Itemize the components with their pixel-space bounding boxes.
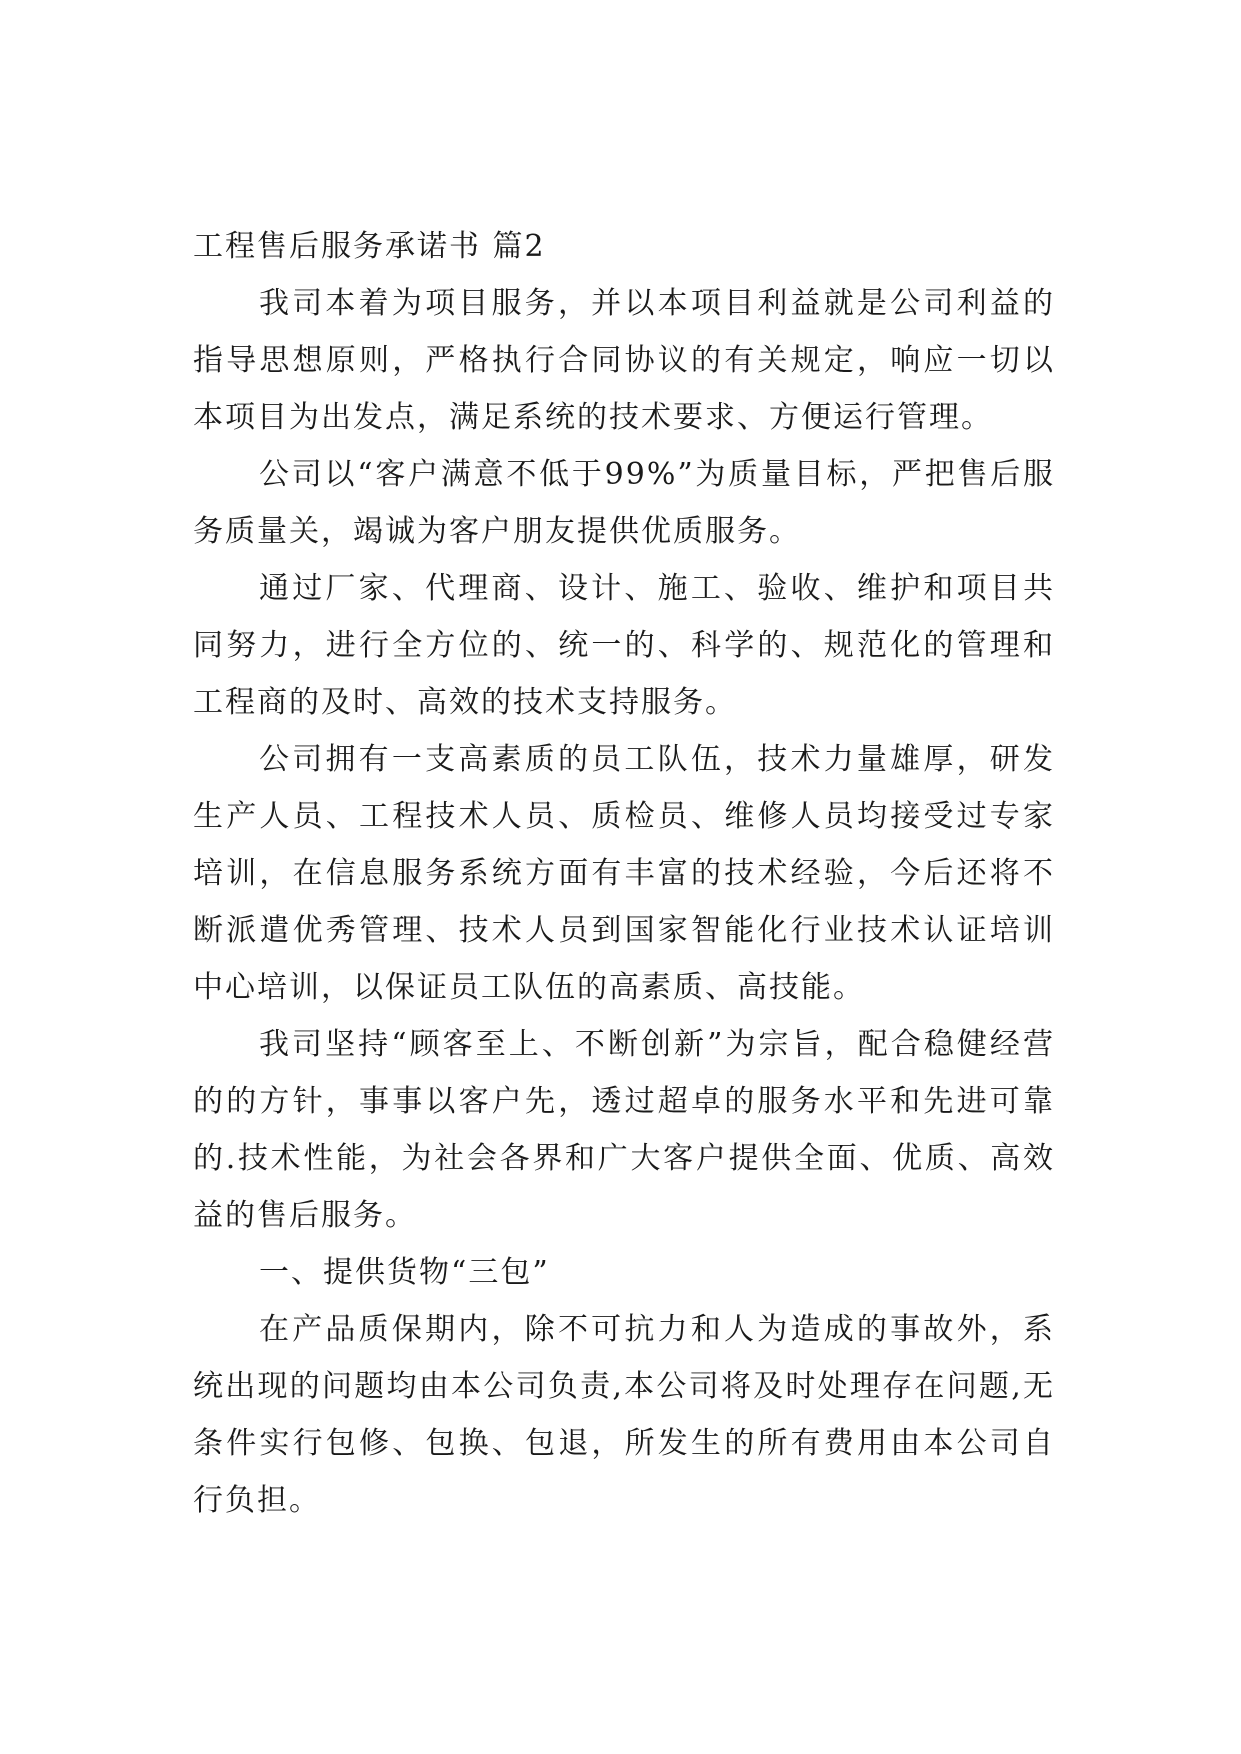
paragraph-warranty: 在产品质保期内，除不可抗力和人为造成的事故外，系统出现的问题均由本公司负责,本公司将及时处理存在问题,无条件实行包修、包换、包退，所发生的所有费用由本公司自行负担。 bbox=[193, 1312, 1055, 1518]
section-heading-three-guarantees: 一、提供货物“三包” bbox=[259, 1255, 550, 1290]
paragraph-cooperation: 通过厂家、代理商、设计、施工、验收、维护和项目共同努力，进行全方位的、统一的、科学的、规范化的管理和工程商的及时、高效的技术支持服务。 bbox=[193, 571, 1055, 720]
document-body bbox=[193, 218, 1055, 1529]
paragraph-service-principle: 我司本着为项目服务，并以本项目利益就是公司利益的指导思想原则，严格执行合同协议的有关规定，响应一切以本项目为出发点，满足系统的技术要求、方便运行管理。 bbox=[193, 286, 1055, 435]
paragraph-staff: 公司拥有一支高素质的员工队伍，技术力量雄厚，研发生产人员、工程技术人员、质检员、维修人员均接受过专家培训，在信息服务系统方面有丰富的技术经验，今后还将不断派遣优秀管理、技术人员到国家智能化行业技术认证培训中心培训，以保证员工队伍的高素质、高技能。 bbox=[193, 742, 1055, 1005]
paragraph-purpose: 我司坚持“顾客至上、不断创新”为宗旨，配合稳健经营的的方针，事事以客户先，透过超卓的服务水平和先进可靠的.技术性能，为社会各界和广大客户提供全面、优质、高效益的售后服务。 bbox=[193, 1027, 1055, 1233]
paragraph-quality-target: 公司以“客户满意不低于99%”为质量目标，严把售后服务质量关，竭诚为客户朋友提供优质服务。 bbox=[193, 457, 1055, 549]
document-title: 工程售后服务承诺书 篇2 bbox=[193, 229, 546, 264]
